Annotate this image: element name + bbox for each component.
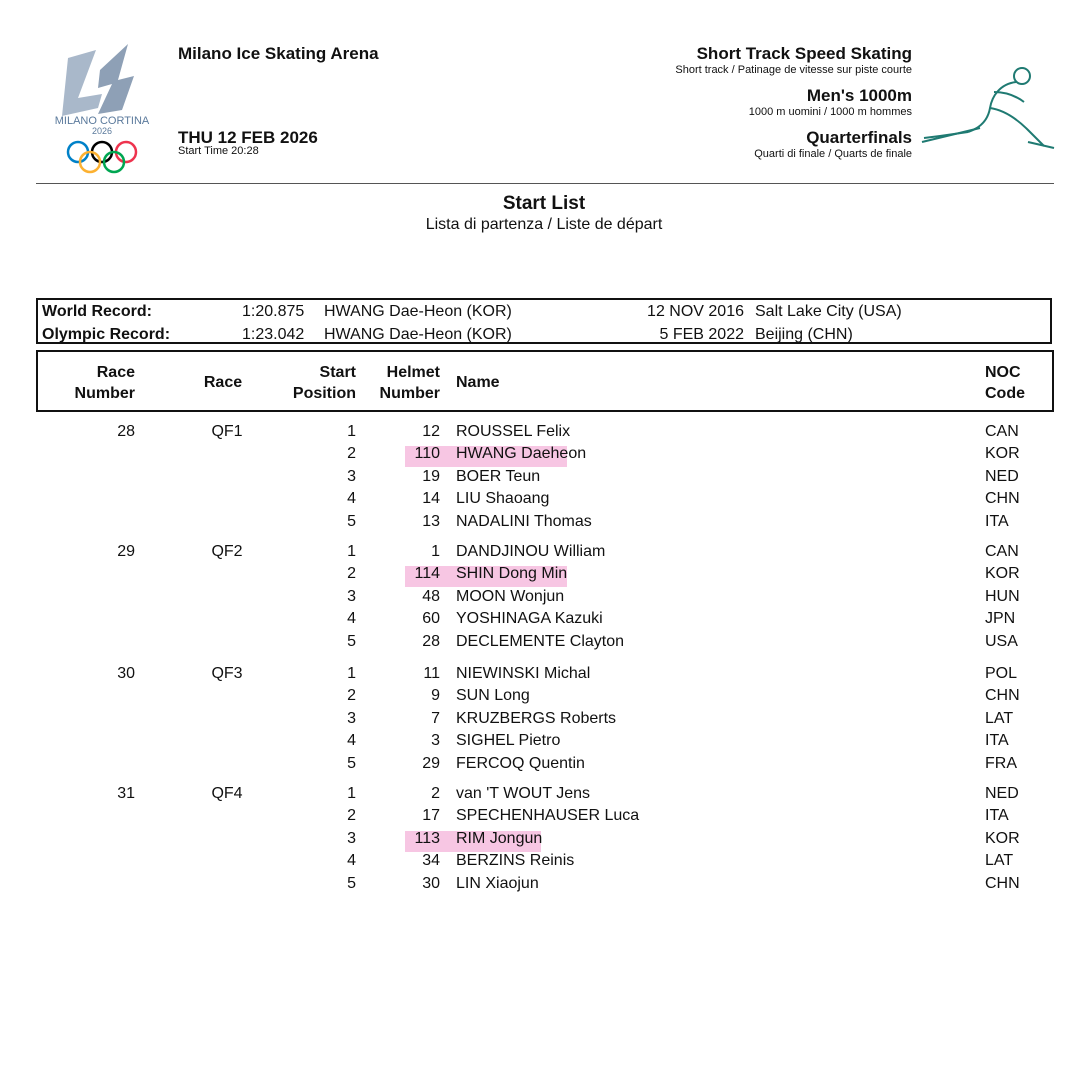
noc-code: ITA: [985, 732, 1009, 749]
noc-code: ITA: [985, 807, 1009, 824]
helmet-number: 12: [422, 423, 440, 440]
helmet-number: 1: [431, 543, 440, 560]
race-number: 28: [117, 423, 135, 440]
helmet-number: 19: [422, 468, 440, 485]
start-position: 3: [347, 830, 356, 847]
start-position: 5: [347, 755, 356, 772]
noc-code: NED: [985, 785, 1019, 802]
race-number: 29: [117, 543, 135, 560]
start-position: 4: [347, 732, 356, 749]
race-number: 30: [117, 665, 135, 682]
col-noc-code: NOC Code: [985, 364, 1025, 402]
start-position: 2: [347, 807, 356, 824]
noc-code: ITA: [985, 513, 1009, 530]
record-date: 5 FEB 2022: [659, 326, 744, 343]
helmet-number: 2: [431, 785, 440, 802]
helmet-number: 3: [431, 732, 440, 749]
noc-code: USA: [985, 633, 1018, 650]
start-position: 4: [347, 610, 356, 627]
helmet-number: 114: [414, 565, 440, 582]
race-label: QF2: [211, 543, 243, 560]
start-position: 3: [347, 710, 356, 727]
start-position: 1: [347, 665, 356, 682]
start-position: 1: [347, 785, 356, 802]
record-time: 1:23.042: [242, 326, 305, 343]
skater-name: SUN Long: [456, 687, 530, 704]
skater-name: SPECHENHAUSER Luca: [456, 807, 640, 824]
col-helmet-number: Helmet Number: [379, 364, 440, 402]
helmet-number: 30: [422, 875, 440, 892]
race-label: QF1: [211, 423, 243, 440]
noc-code: POL: [985, 665, 1018, 682]
noc-code: JPN: [985, 610, 1016, 627]
noc-code: CHN: [985, 490, 1020, 507]
record-place: Salt Lake City (USA): [755, 303, 902, 320]
phase-title: Quarterfinals: [806, 128, 912, 147]
start-position: 4: [347, 852, 356, 869]
col-race-number: Race Number: [74, 364, 135, 402]
skater-name: YOSHINAGA Kazuki: [456, 610, 603, 627]
skater-name: LIN Xiaojun: [456, 875, 539, 892]
skater-name: van 'T WOUT Jens: [456, 785, 591, 802]
start-time: Start Time 20:28: [178, 145, 259, 157]
noc-code: CAN: [985, 423, 1019, 440]
start-position: 1: [347, 543, 356, 560]
helmet-number: 110: [414, 445, 440, 462]
start-position: 3: [347, 588, 356, 605]
start-position: 3: [347, 468, 356, 485]
start-position: 5: [347, 875, 356, 892]
record-time: 1:20.875: [242, 303, 305, 320]
helmet-number: 17: [422, 807, 440, 824]
start-position: 2: [347, 687, 356, 704]
phase-subtitle: Quarti di finale / Quarts de finale: [754, 148, 912, 160]
skater-name: DANDJINOU William: [456, 543, 606, 560]
milano-cortina-logo: [38, 40, 166, 178]
skater-name: DECLEMENTE Clayton: [456, 633, 625, 650]
sport-title: Short Track Speed Skating: [696, 44, 912, 63]
record-label: Olympic Record:: [42, 326, 171, 343]
event-title: Men's 1000m: [806, 86, 912, 105]
noc-code: LAT: [985, 852, 1014, 869]
logo-text: MILANO CORTINA: [54, 115, 150, 127]
noc-code: FRA: [985, 755, 1017, 772]
table-header: [36, 350, 1054, 412]
noc-code: KOR: [985, 565, 1020, 582]
col-name: Name: [456, 374, 500, 391]
race-label: QF3: [211, 665, 243, 682]
skater-name: ROUSSEL Felix: [456, 423, 571, 440]
olympic-rings-icon: [68, 142, 136, 172]
skater-name: FERCOQ Quentin: [456, 755, 585, 772]
helmet-number: 34: [422, 852, 440, 869]
skater-name: RIM Jongun: [456, 830, 543, 847]
helmet-number: 29: [422, 755, 440, 772]
helmet-number: 113: [414, 830, 440, 847]
noc-code: LAT: [985, 710, 1014, 727]
skater-name: KRUZBERGS Roberts: [456, 710, 617, 727]
skater-name: MOON Wonjun: [456, 588, 565, 605]
noc-code: KOR: [985, 830, 1020, 847]
race-label: QF4: [211, 785, 243, 802]
noc-code: KOR: [985, 445, 1020, 462]
short-track-pictogram-icon: [920, 62, 1058, 156]
race-number: 31: [117, 785, 135, 802]
start-position: 2: [347, 565, 356, 582]
helmet-number: 14: [422, 490, 440, 507]
skater-name: NADALINI Thomas: [456, 513, 592, 530]
record-place: Beijing (CHN): [755, 326, 853, 343]
noc-code: CHN: [985, 875, 1020, 892]
skater-name: NIEWINSKI Michal: [456, 665, 591, 682]
skater-name: BERZINS Reinis: [456, 852, 575, 869]
skater-name: SIGHEL Pietro: [456, 732, 561, 749]
helmet-number: 7: [431, 710, 440, 727]
helmet-number: 11: [423, 665, 440, 682]
record-label: World Record:: [42, 303, 152, 320]
venue-name: Milano Ice Skating Arena: [178, 44, 379, 63]
logo-year: 2026: [91, 126, 113, 136]
record-holder: HWANG Dae-Heon (KOR): [324, 303, 512, 320]
record-date: 12 NOV 2016: [647, 303, 744, 320]
col-start-position: Start Position: [292, 364, 356, 402]
start-position: 5: [347, 633, 356, 650]
helmet-number: 60: [422, 610, 440, 627]
skater-name: SHIN Dong Min: [456, 565, 568, 582]
event-subtitle: 1000 m uomini / 1000 m hommes: [748, 106, 912, 118]
noc-code: CHN: [985, 687, 1020, 704]
skater-name: LIU Shaoang: [456, 490, 550, 507]
noc-code: HUN: [985, 588, 1020, 605]
start-position: 2: [347, 445, 356, 462]
helmet-number: 13: [422, 513, 440, 530]
col-race: Race: [203, 374, 243, 391]
helmet-number: 48: [422, 588, 440, 605]
start-position: 1: [347, 423, 356, 440]
header-divider: [36, 183, 1054, 184]
record-holder: HWANG Dae-Heon (KOR): [324, 326, 512, 343]
page-title: Start List: [502, 193, 586, 214]
helmet-number: 28: [422, 633, 440, 650]
noc-code: CAN: [985, 543, 1019, 560]
skater-name: HWANG Daeheon: [456, 445, 587, 462]
helmet-number: 9: [431, 687, 440, 704]
skater-name: BOER Teun: [456, 468, 541, 485]
event-date: THU 12 FEB 2026: [178, 128, 318, 147]
noc-code: NED: [985, 468, 1019, 485]
sport-subtitle: Short track / Patinage de vitesse sur piste courte: [675, 64, 912, 76]
start-position: 4: [347, 490, 356, 507]
page-subtitle: Lista di partenza / Liste de départ: [425, 216, 663, 233]
start-position: 5: [347, 513, 356, 530]
